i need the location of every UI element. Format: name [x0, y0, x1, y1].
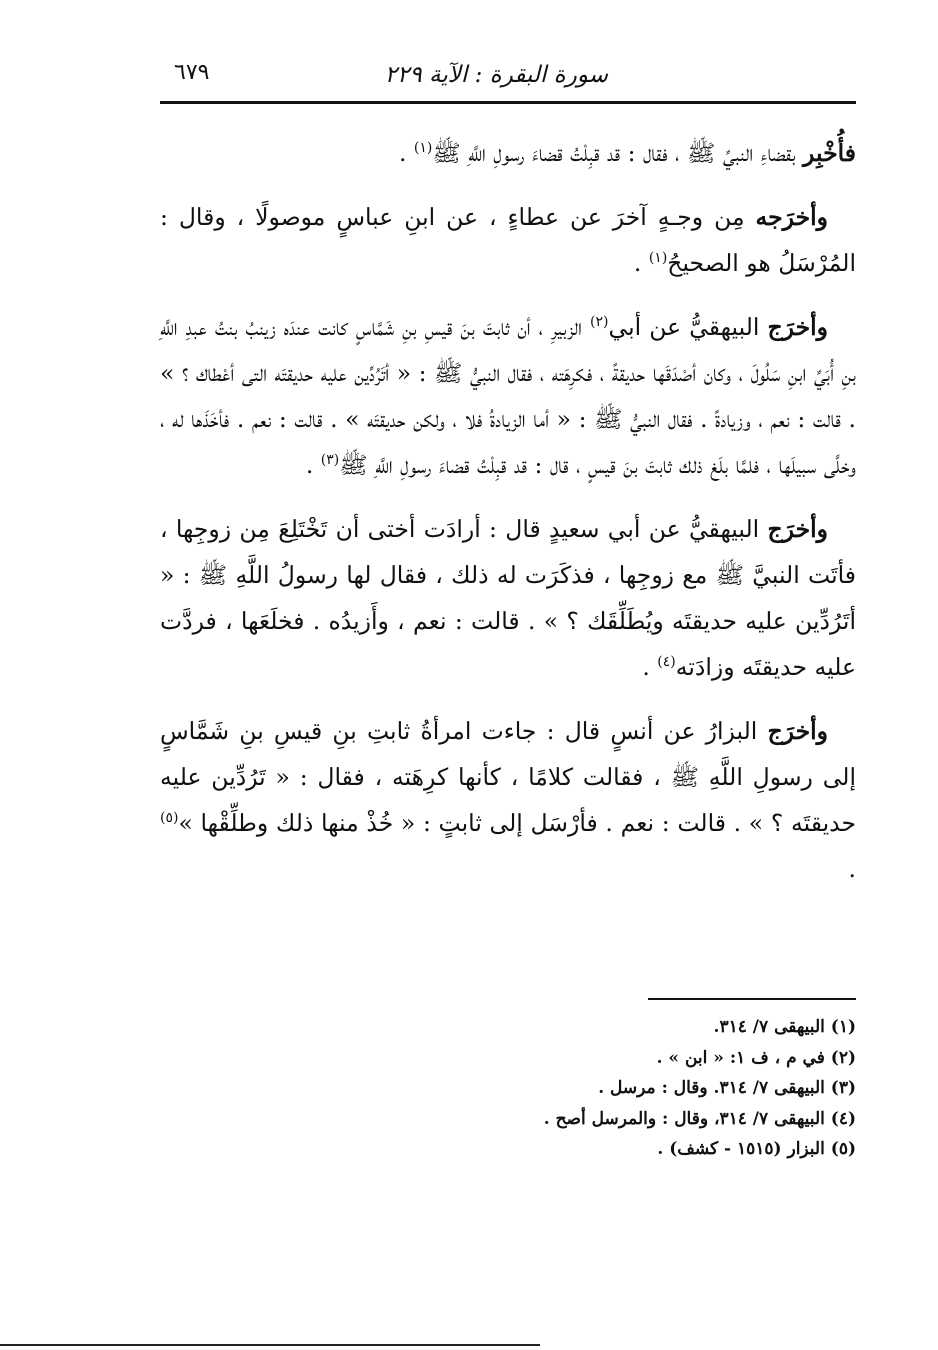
- footnote-ref: (٣): [320, 452, 340, 469]
- surah-verse-title: سورة البقرة : الآية ٢٢٩: [384, 62, 608, 88]
- paragraph-lead: وأخرَج: [767, 313, 828, 341]
- paragraph-lead: وأخرَجه: [755, 203, 828, 231]
- paragraph-lead: وأخرَج: [767, 717, 828, 745]
- page-number: ٦٧٩: [174, 60, 210, 85]
- footnote-ref: (٥): [160, 810, 179, 827]
- paragraph: [160, 130, 856, 176]
- paragraph-tail: .: [633, 249, 649, 277]
- footnote: (١) البيهقى ٧/ ٣١٤.: [713, 1017, 856, 1037]
- paragraph-text: مِن وجـهٍ آخرَ عن عطاءٍ ، عن ابنِ عباسٍ موصولًا ، وقال : المُرْسَلُ هو الصحيحُ: [160, 203, 856, 277]
- paragraph-text: بقضاءِ النبيِّ ﷺ ، فقال : قد قبِلْتُ قضاءَ رسولِ اللَّهِ ﷺ: [432, 139, 804, 167]
- footnote: (٣) البيهقى ٧/ ٣١٤. وقال : مرسل .: [598, 1078, 856, 1098]
- paragraph: [160, 506, 856, 690]
- paragraph: [160, 194, 856, 286]
- footnote: (٢) في م ، ف ١: « ابن » .: [656, 1047, 856, 1068]
- footnote-separator: [648, 998, 856, 1000]
- main-text: [160, 130, 856, 910]
- footnote-ref: (١): [648, 250, 668, 267]
- footnotes: [380, 1012, 856, 1165]
- paragraph-tail: .: [848, 855, 856, 883]
- footnote-ref: (٢): [590, 314, 609, 331]
- footnote-ref: (٤): [657, 654, 676, 671]
- paragraph-tail: .: [398, 139, 414, 167]
- paragraph-text: البيهقيُّ عن أبي: [608, 313, 768, 341]
- paragraph-text: البزارُ عن أنسٍ قال : جاءت امرأةُ ثابتِ بنِ قيسِ بنِ شَمَّاسٍ إلى رسولِ اللَّهِ ﷺ ، فقالت كلامًا ، كأنها كرِهَته ، فقال : « تَرُدِّين عليه حديقتَه ؟ » . قالت : نعم . فأرْسَل إلى ثابتٍ : « خُذْ منها ذلك وطلِّقْها »: [160, 717, 856, 837]
- paragraph-text: البيهقيُّ عن أبي سعيدٍ قال : أرادَت أختى أن تَخْتَلِعَ مِن زوجِها ، فأتَت النبيَّ ﷺ مع زوجِها ، فذكَرَت له ذلك ، فقال لها رسولُ اللَّهِ ﷺ : « أتَرُدِّين عليه حديقتَه ويُطَلِّقَك ؟ » . قالت : نعم ، وأَزيدُه . فخلَعَها ، فردَّت عليه حديقتَه وزادَته: [160, 515, 856, 681]
- header-rule: [160, 101, 856, 104]
- scan-edge-line: [0, 1344, 540, 1346]
- paragraph-tail: .: [305, 451, 321, 479]
- footnote: (٥) البزار (١٥١٥ - كشف) .: [657, 1139, 856, 1159]
- paragraph-lead: وأخرَج: [767, 515, 828, 543]
- paragraph-text-continued: الزبيرِ ، أن ثابتَ بنَ قيسِ بنِ شَمَّاسٍ كانت عندَه زينبُ بنتُ عبدِ اللَّهِ بنِ أُبَيِّ ابنِ سَلُولَ ، وكان أصْدَقَها حديقةً ، فكرِهَته ، فقال النبيُّ ﷺ : « أتَرُدِّين عليه حديقتَه التى أعْطاك ؟ » . قالت : نعم ، وزيادةً . فقال النبيُّ ﷺ : « أما الزيادةُ فلا ، ولكن حديقتَه » . قالت : نعم . فأخَذَها له ، وخلَّى سبيلَها ، فلمَّا بلَغ ذلك ثابتَ بنَ قيسٍ ، قال : قد قبِلْتُ قضاءَ رسولِ اللَّهِ ﷺ: [160, 313, 856, 479]
- paragraph-tail: .: [642, 653, 658, 681]
- paragraph-lead: فأُخْبِر: [803, 139, 856, 167]
- paragraph: [160, 708, 856, 892]
- paragraph: [160, 304, 856, 488]
- footnote-ref: (١): [413, 140, 433, 157]
- running-header: [160, 56, 856, 96]
- footnote: (٤) البيهقى ٧/ ٣١٤، وقال : والمرسل أصح .: [543, 1108, 856, 1129]
